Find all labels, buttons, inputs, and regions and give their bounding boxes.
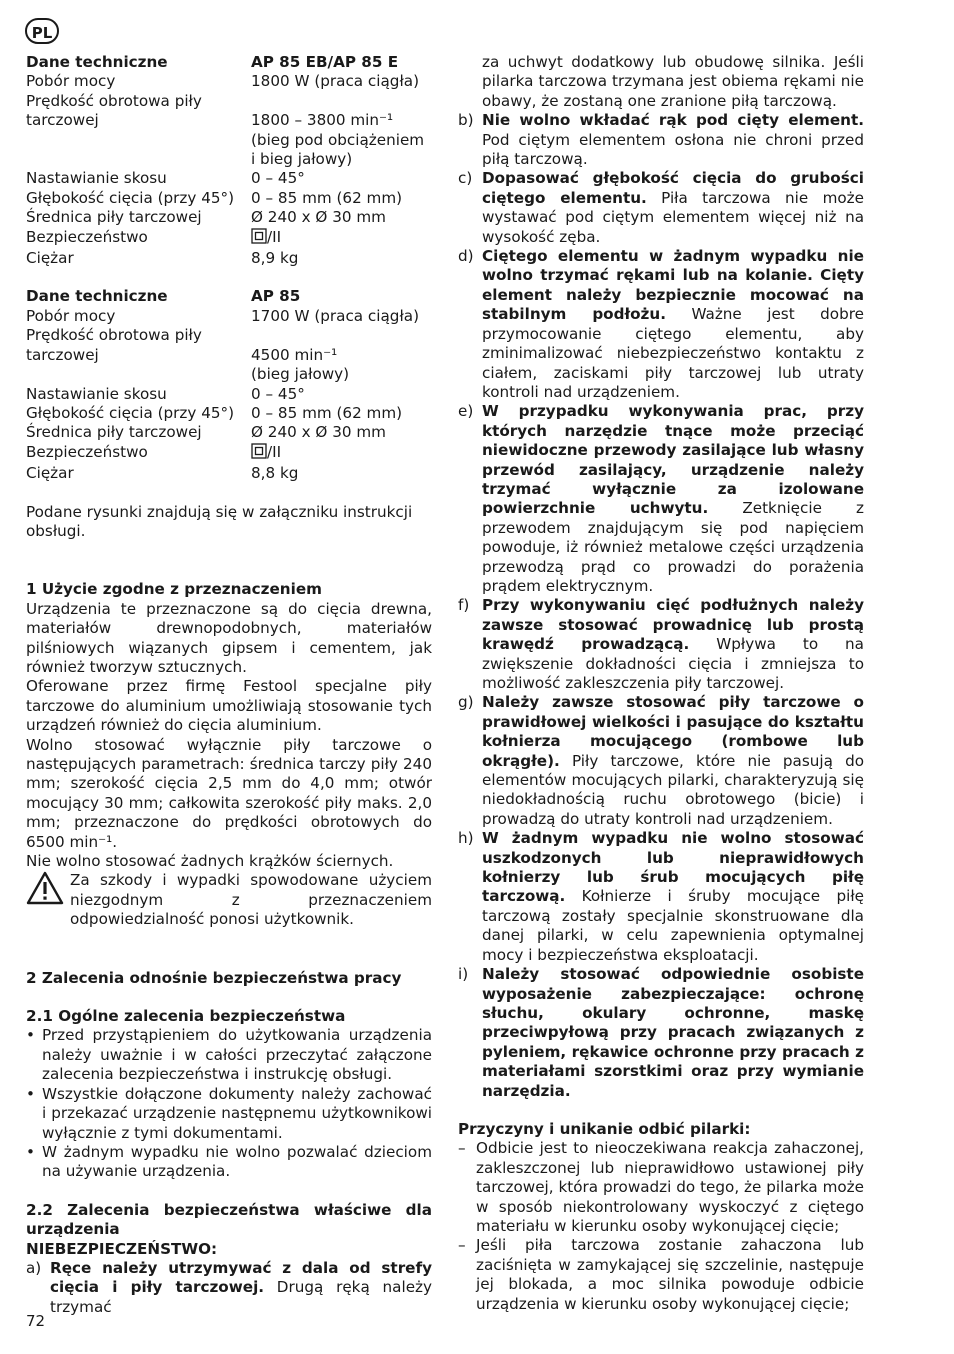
- item-marker: a): [26, 1258, 42, 1277]
- spec-label: Nastawianie skosu: [26, 169, 167, 188]
- bullet-list: [26, 1026, 432, 1181]
- item-bold-text: Należy zawsze stosować piły tarczowe o prawidłowej wielkości i pasujące do kształtu kołnierza mocującego (rombowe lub okrągłe).: [482, 693, 864, 770]
- page-number: 72: [26, 1312, 46, 1330]
- item-text: za uchwyt dodatkowy lub obudowę silnika. Jeśli pilarka tarczowa trzymana jest obiema rękami nie obawy, że zostaną one zranione piłą tarczową.: [482, 53, 864, 110]
- spec-value: Ø 240 x Ø 30 mm: [251, 423, 386, 442]
- spec-label: Prędkość obrotowa piły: [26, 326, 202, 345]
- spec-label: Głębokość cięcia (przy 45°): [26, 403, 235, 422]
- spec-label: [26, 131, 251, 150]
- safety-items-right: [458, 53, 864, 1101]
- spec-label: Bezpieczeństwo: [26, 442, 148, 461]
- spec-value: 4500 min⁻¹: [251, 345, 338, 364]
- spec-value: [251, 228, 432, 249]
- spec-value: 1700 W (praca ciągła): [251, 306, 419, 325]
- spec-label: Bezpieczeństwo: [26, 227, 148, 246]
- section-1-paragraph: Wolno stosować wyłącznie piły tarczowe o następujących parametrach: średnica tarczy piły 240 mm; szerokość cięcia 2,5 mm do 4,0 mm; otwór mocujący 30 mm; całkowita szerokość piły maks. 2,0 mm; przeznaczone do prędkości obrotowych do 6500 min⁻¹.: [26, 735, 432, 851]
- dash-marker: –: [458, 1139, 466, 1158]
- danger-label: NIEBEZPIECZEŃSTWO:: [26, 1239, 218, 1258]
- item-normal-text: Wpływa to na zwiększenie dokładności cięcia i zmniejsza to możliwość zakleszczenia piły tarczowej.: [482, 635, 864, 692]
- item-normal-text: Zetknięcie z przewodem znajdującym się pod napięciem powoduje, iż również metalowe części urządzenia przewodzą prąd co prowadzi do porażenia prądem elektrycznym.: [482, 499, 864, 595]
- item-marker: i): [458, 965, 469, 984]
- spec-label: tarczowej: [26, 111, 99, 130]
- item-text: [482, 247, 864, 402]
- left-column: [26, 53, 432, 1317]
- spec-label: Pobór mocy: [26, 72, 116, 91]
- spec-value: 8,9 kg: [251, 249, 299, 268]
- item-normal-text: Ważne jest dobre przymocowanie ciętego elementu, aby zminimalizować niebezpieczeństwo kontaktu z ciałem, zaciskami piły tarczowej lub utraty kontroli nad urządzeniem.: [482, 305, 864, 401]
- section-1-paragraph: Urządzenia te przeznaczone są do cięcia drewna, materiałów drewnopodobnych, materiałów pilśniowych wiązanych gipsem i cementem, jak również tworzyw sztucznych.: [26, 599, 432, 676]
- bullet-marker: •: [26, 1142, 35, 1161]
- section-1-paragraph: Oferowane przez firmę Festool specjalne piły tarczowe do aluminium umożliwiają stosowanie tych urządzeń również do cięcia aluminium.: [26, 677, 432, 735]
- item-text: [50, 1259, 432, 1317]
- item-marker: f): [458, 596, 470, 615]
- spec-header-model: AP 85 EB/AP 85 E: [251, 53, 399, 71]
- kickback-item: [458, 1236, 864, 1314]
- spec-row: [26, 385, 432, 404]
- spec-row: [26, 404, 432, 423]
- spec-value: Ø 240 x Ø 30 mm: [251, 208, 386, 227]
- spec-row: [26, 208, 432, 227]
- safety-item: [458, 402, 864, 596]
- spec-row: [26, 464, 432, 483]
- item-marker: h): [458, 829, 474, 848]
- section-2-1-heading: 2.1 Ogólne zalecenia bezpieczeństwa: [26, 1007, 346, 1026]
- item-normal-text: Kołnierze i śruby mocujące piłę tarczową zostały specjalnie skonstruowane dla danej pilarki, w celu zapewnienia optymalnej mocy i bezpieczeństwa eksploatacji.: [482, 887, 864, 964]
- kickback-heading: Przyczyny i unikanie odbić pilarki:: [458, 1119, 751, 1138]
- item-text: [482, 169, 864, 247]
- safety-item: [458, 247, 864, 402]
- item-bold-text: Ciętego elementu w żadnym wypadku nie wolno trzymać rękami lub na kolanie. Cięty element należy bezpiecznie mocować na stabilnym podłożu.: [482, 247, 864, 324]
- safety-items-left: [26, 1259, 432, 1317]
- item-normal-text: Pod ciętym elementem osłona nie chroni przed piłą tarczową.: [482, 130, 864, 169]
- figures-note: Podane rysunki znajdują się w załączniku instrukcji obsługi.: [26, 502, 413, 540]
- bullet-marker: •: [26, 1084, 35, 1103]
- language-badge: PL: [25, 18, 59, 44]
- safety-item: [458, 693, 864, 829]
- spec-value-text: /II: [267, 227, 282, 246]
- item-text: [482, 402, 864, 596]
- safety-item: [458, 169, 864, 247]
- item-text: [482, 596, 864, 693]
- spec-label: [26, 365, 251, 384]
- spec-row: [26, 92, 432, 111]
- dash-marker: –: [458, 1236, 466, 1255]
- spec-value: (bieg pod obciążeniem: [251, 130, 425, 149]
- spec-label: Pobór mocy: [26, 306, 116, 325]
- spec-row: [26, 249, 432, 268]
- spec-table-1: [26, 53, 432, 268]
- spec-value: 0 – 85 mm (62 mm): [251, 188, 403, 207]
- bullet-text: Wszystkie dołączone dokumenty należy zachować i przekazać urządzenie następnemu użytkownikowi wyłącznie z tymi dokumentami.: [42, 1084, 432, 1142]
- bullet-item: [26, 1085, 432, 1143]
- section-2-2-heading: 2.2 Zalecenia bezpieczeństwa właściwe dla urządzenia: [26, 1200, 432, 1239]
- spec-value: 0 – 45°: [251, 169, 305, 188]
- bullet-marker: •: [26, 1026, 35, 1045]
- spec-row: [26, 326, 432, 345]
- warning-triangle-icon: [26, 871, 70, 929]
- item-bold-text: Dopasować głębokość cięcia do grubości ciętego elementu.: [482, 169, 864, 207]
- section-2-heading: 2 Zalecenia odnośnie bezpieczeństwa pracy: [26, 968, 402, 987]
- spec-header: [26, 53, 432, 72]
- spec-header-label: Dane techniczne: [26, 287, 168, 306]
- spec-row: [26, 228, 432, 249]
- item-bold-text: Ręce należy utrzymywać z dala od strefy cięcia i piły tarczowej.: [50, 1258, 432, 1297]
- spec-value: 8,8 kg: [251, 464, 299, 483]
- spec-row: [26, 169, 432, 188]
- spec-value-text: /II: [267, 442, 282, 461]
- spec-label: Ciężar: [26, 464, 74, 483]
- spec-header-model: AP 85: [251, 287, 301, 306]
- kickback-text: Jeśli piła tarczowa zostanie zahaczona lub zaciśnięta w zamykającej się szczelinie, następuje jej blokada, a moc silnika powoduje odbicie urządzenia w kierunku osoby wykonującej cięcie;: [476, 1236, 864, 1313]
- spec-label: Ciężar: [26, 249, 74, 268]
- spec-label: Średnica piły tarczowej: [26, 423, 202, 442]
- bullet-text: W żadnym wypadku nie wolno pozwalać dzieciom na używanie urządzenia.: [42, 1142, 432, 1181]
- item-marker-spacer: [458, 53, 482, 111]
- spec-value: [251, 92, 432, 111]
- spec-row: [26, 131, 432, 150]
- item-normal-text: Drugą ręką należy trzymać: [50, 1278, 432, 1316]
- item-normal-text: Piły tarczowe, które nie pasują do elementów mocujących pilarki, charakteryzują się niedokładnością ruchu obrotowego (bicie) i prowadzą do utraty kontroli nad urządzeniem.: [482, 751, 864, 828]
- safety-item: [458, 829, 864, 965]
- kickback-text: Odbicie jest to nieoczekiwana reakcja zahaczonej, zakleszczonej lub nieprawidłowo ustawionej piły tarczowej, która prowadzi do tego, że pilarka może w sposób niekontrolowany wyskoczyć z ciętego materiału w kierunku osoby wykonującej cięcie;: [476, 1139, 864, 1235]
- item-marker: d): [458, 247, 474, 266]
- spec-row: [26, 150, 432, 169]
- safety-item: [458, 965, 864, 1101]
- spec-label: tarczowej: [26, 345, 99, 364]
- kickback-item: [458, 1139, 864, 1236]
- safety-item-continuation: [458, 53, 864, 111]
- spec-label: Prędkość obrotowa piły: [26, 91, 202, 110]
- double-insulation-icon: [251, 443, 267, 464]
- spec-label: Nastawianie skosu: [26, 384, 167, 403]
- item-bold-text: W żadnym wypadku nie wolno stosować uszkodzonych lub nieprawidłowych kołnierzy lub śrub mocujących piłę tarczową.: [482, 829, 864, 906]
- item-text: [482, 693, 864, 829]
- spec-value: [251, 443, 432, 464]
- spec-row: [26, 423, 432, 442]
- spec-label: Głębokość cięcia (przy 45°): [26, 188, 235, 207]
- spec-row: [26, 72, 432, 91]
- spec-header-label: Dane techniczne: [26, 53, 168, 71]
- section-1-heading: 1 Użycie zgodne z przeznaczeniem: [26, 580, 322, 599]
- spec-table-2: [26, 287, 432, 483]
- right-column: [458, 53, 864, 1314]
- safety-item: [458, 111, 864, 169]
- safety-item: [26, 1259, 432, 1317]
- item-normal-text: Piła tarczowa nie może wystawać pod ciętym elementem więcej niż na wysokość zęba.: [482, 188, 864, 246]
- bullet-item: [26, 1026, 432, 1084]
- spec-value: i bieg jałowy): [251, 150, 353, 169]
- item-bold-text: W przypadku wykonywania prac, przy których narzędzie tnące może przeciąć niewidoczne przewody zasilające lub własny przewód zasilający, urządzenie należy trzymać wyłącznie za izolowane powierzchnie uchwytu.: [482, 402, 864, 518]
- warning-text: Za szkody i wypadki spowodowane użyciem niezgodnym z przeznaczeniem odpowiedzialność ponosi użytkownik.: [70, 871, 432, 929]
- spec-value: 1800 W (praca ciągła): [251, 72, 419, 91]
- spec-row: [26, 111, 432, 130]
- item-marker: c): [458, 169, 473, 188]
- spec-row: [26, 365, 432, 384]
- spec-value: 1800 – 3800 min⁻¹: [251, 111, 394, 130]
- item-text: [482, 829, 864, 965]
- safety-item: [458, 596, 864, 693]
- item-bold-text: Nie wolno wkładać rąk pod cięty element.: [482, 111, 864, 130]
- bullet-item: [26, 1143, 432, 1182]
- double-insulation-icon: [251, 228, 267, 249]
- kickback-list: [458, 1139, 864, 1314]
- item-bold-text: Przy wykonywaniu cięć podłużnych należy zawsze stosować prowadnicę lub prostą krawędź prowadzącą.: [482, 596, 864, 654]
- spec-row: [26, 443, 432, 464]
- item-text: [482, 965, 864, 1101]
- item-marker: b): [458, 111, 474, 130]
- bullet-text: Przed przystąpieniem do użytkowania urządzenia należy uważnie i w całości przeczytać załączone zalecenia bezpieczeństwa i instrukcję obsługi.: [42, 1026, 432, 1084]
- spec-row: [26, 346, 432, 365]
- item-bold-text: Należy stosować odpowiednie osobiste wyposażenie zabezpieczające: ochronę słuchu, okulary ochronne, maskę przeciwpyłową przy pracach związanych z pyleniem, rękawice ochronne przy pracach z materiałami szorstkimi oraz przy wymianie narzędzia.: [482, 965, 864, 1100]
- spec-header: [26, 287, 432, 306]
- spec-value: (bieg jałowy): [251, 365, 350, 384]
- spec-label: Średnica piły tarczowej: [26, 208, 202, 227]
- spec-value: 0 – 85 mm (62 mm): [251, 403, 403, 422]
- item-marker: g): [458, 693, 474, 712]
- spec-value: 0 – 45°: [251, 384, 305, 403]
- warning-note: [26, 871, 432, 929]
- spec-row: [26, 189, 432, 208]
- item-marker: e): [458, 402, 474, 421]
- section-1-paragraph: Nie wolno stosować żadnych krążków ściernych.: [26, 852, 394, 871]
- spec-value: [251, 326, 432, 345]
- item-text: [482, 111, 864, 169]
- spec-label: [26, 150, 251, 169]
- spec-row: [26, 307, 432, 326]
